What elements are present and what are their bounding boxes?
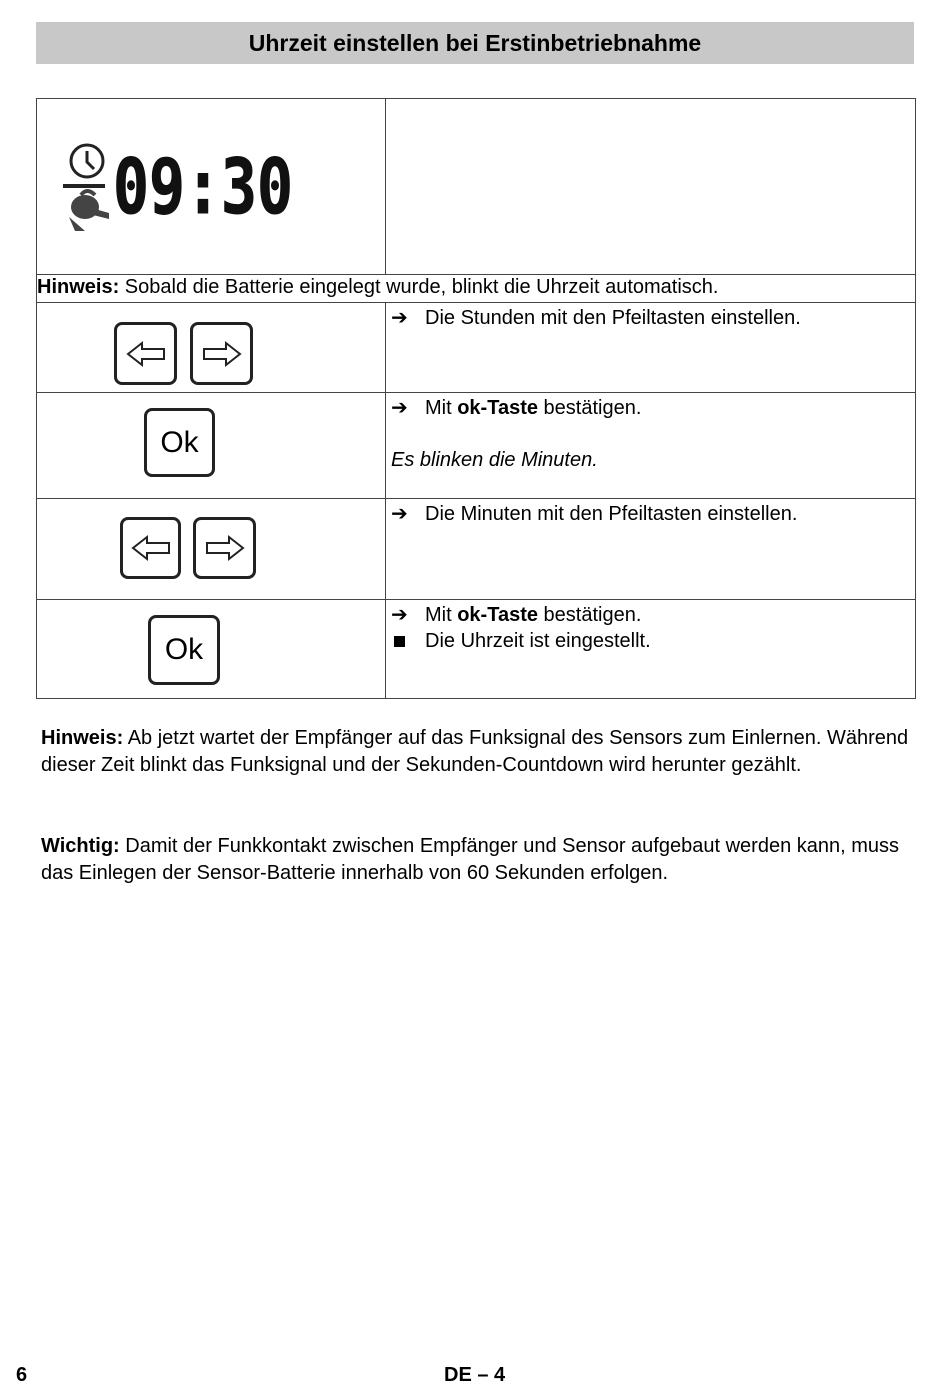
- arrow-bullet-icon: ➔: [391, 604, 408, 626]
- section-title-text: Uhrzeit einstellen bei Erstinbetriebnahme: [248, 29, 702, 56]
- step-text: Die Minuten mit den Pfeiltasten einstellen.: [425, 503, 798, 525]
- ok-key-cell: [37, 393, 386, 499]
- display-row: [37, 99, 916, 275]
- step-row: [37, 600, 916, 699]
- clock-icon: [63, 145, 105, 188]
- arrow-bullet-icon: ➔: [391, 307, 408, 329]
- ok-key-label: Ok: [164, 633, 204, 667]
- step-text: Mit ok-Taste bestätigen.: [425, 397, 642, 419]
- important-text: Damit der Funkkontakt zwischen Empfänger und Sensor aufgebaut werden kann, muss das Einlegen der Sensor-Batterie innerhalb von 60 Sekunden erfolgen.: [41, 835, 900, 884]
- lcd-display: [37, 99, 385, 267]
- right-arrow-key[interactable]: [193, 517, 256, 579]
- right-arrow-key[interactable]: [190, 322, 253, 385]
- page-number: 6: [16, 1364, 28, 1386]
- arrow-bullet-icon: ➔: [391, 397, 408, 419]
- note-label: Hinweis:: [37, 276, 120, 298]
- watering-can-icon: [69, 191, 109, 231]
- step-status: Es blinken die Minuten.: [391, 449, 598, 471]
- arrow-keys-cell: [37, 303, 386, 393]
- note-row: [37, 275, 916, 303]
- lcd-time: 09:30: [113, 142, 293, 231]
- step-text-cell: [386, 600, 916, 699]
- left-arrow-key[interactable]: [120, 517, 181, 579]
- section-title: [36, 22, 914, 64]
- step-row: [37, 393, 916, 499]
- ok-key-cell: [37, 600, 386, 699]
- note-cell: [37, 275, 916, 303]
- step-text-cell: [386, 499, 916, 600]
- step-text: Mit ok-Taste bestätigen.: [425, 604, 642, 626]
- arrow-bullet-icon: ➔: [391, 503, 408, 525]
- right-arrow-icon: [203, 534, 247, 562]
- square-bullet-icon: [391, 629, 425, 654]
- instruction-table: [36, 98, 916, 699]
- note-text: Sobald die Batterie eingelegt wurde, blinkt die Uhrzeit automatisch.: [119, 276, 719, 298]
- left-arrow-icon: [124, 340, 168, 368]
- display-cell: [37, 99, 386, 275]
- important-paragraph: [41, 833, 921, 887]
- step-text: Die Stunden mit den Pfeiltasten einstellen.: [425, 307, 801, 329]
- right-arrow-icon: [200, 340, 244, 368]
- arrow-keys-cell: [37, 499, 386, 600]
- display-text-cell: [386, 99, 916, 275]
- section-number: DE – 4: [444, 1364, 506, 1386]
- important-label: Wichtig:: [41, 835, 120, 857]
- left-arrow-key[interactable]: [114, 322, 177, 385]
- hint-paragraph: [41, 725, 921, 779]
- ok-key-label: Ok: [160, 425, 199, 459]
- step-row: [37, 303, 916, 393]
- step-row: [37, 499, 916, 600]
- hint-text: Ab jetzt wartet der Empfänger auf das Funksignal des Sensors zum Einlernen. Während dieser Zeit blinkt das Funksignal und der Sekunden-Countdown wird herunter gezählt.: [41, 727, 909, 776]
- ok-key[interactable]: [144, 408, 215, 477]
- hint-label: Hinweis:: [41, 727, 124, 749]
- step-result: Die Uhrzeit ist eingestellt.: [425, 630, 651, 652]
- step-text-cell: [386, 393, 916, 499]
- ok-key[interactable]: [148, 615, 220, 685]
- step-text-cell: [386, 303, 916, 393]
- left-arrow-icon: [129, 534, 173, 562]
